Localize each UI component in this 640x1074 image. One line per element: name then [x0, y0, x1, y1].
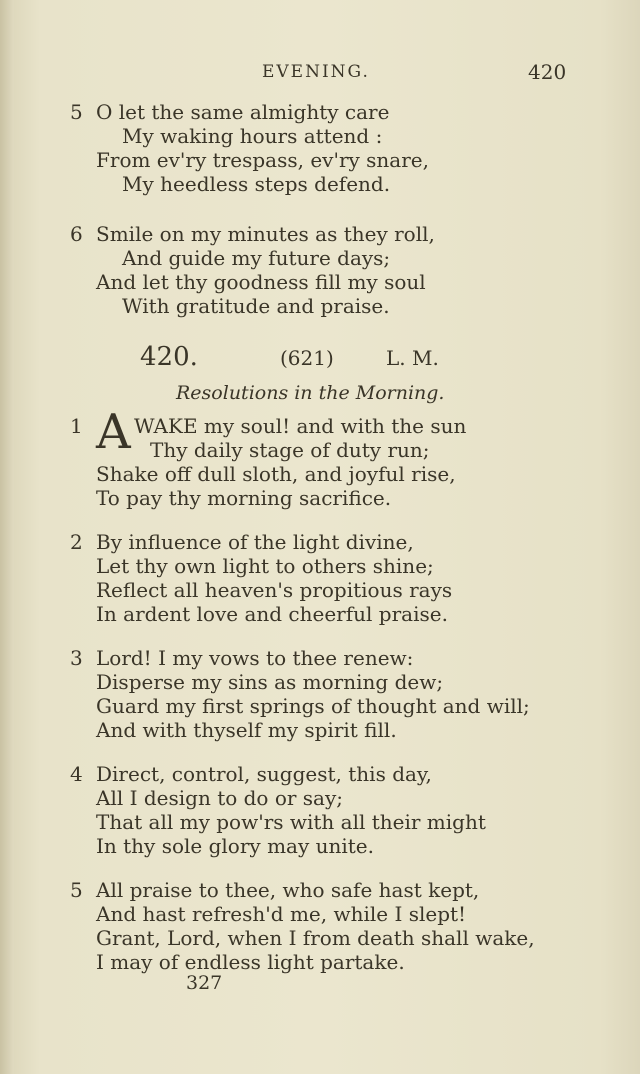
verse-number: 4 — [70, 762, 83, 786]
verse-number: 5 — [70, 878, 83, 902]
verse-line: And hast refresh'd me, while I slept! — [96, 902, 467, 926]
verse-line: O let the same almighty care — [96, 100, 390, 124]
verse-line: Guard my first springs of thought and will; — [96, 694, 530, 718]
verse-line: And let thy goodness fill my soul — [96, 270, 426, 294]
verse-line: Grant, Lord, when I from death shall wake, — [96, 926, 535, 950]
page-number: 420 — [528, 60, 567, 84]
verse-line: By influence of the light divine, — [96, 530, 414, 554]
signature-mark: 327 — [186, 972, 223, 994]
verse-line: All I design to do or say; — [96, 786, 344, 810]
verse-number: 1 — [70, 414, 83, 438]
verse-line: My heedless steps defend. — [122, 172, 391, 196]
verse-line: And guide my future days; — [122, 246, 391, 270]
verse-number: 3 — [70, 646, 83, 670]
verse-line: My waking hours attend : — [122, 124, 383, 148]
verse-line: That all my pow'rs with all their might — [96, 810, 486, 834]
hymn-number: 420. — [140, 342, 198, 372]
verse-line: To pay thy morning sacrifice. — [96, 486, 392, 510]
verse-line: Lord! I my vows to thee renew: — [96, 646, 414, 670]
verse-line: From ev'ry trespass, ev'ry snare, — [96, 148, 429, 172]
hymn-meter: L. M. — [386, 346, 439, 370]
verse-line: In thy sole glory may unite. — [96, 834, 374, 858]
verse-line: Reflect all heaven's propitious rays — [96, 578, 453, 602]
verse-number: 2 — [70, 530, 83, 554]
hymn-subtitle: Resolutions in the Morning. — [176, 382, 445, 404]
verse-number: 5 — [70, 100, 83, 124]
verse-line: And with thyself my spirit fill. — [96, 718, 397, 742]
verse-line: Disperse my sins as morning dew; — [96, 670, 444, 694]
verse-line: I may of endless light partake. — [96, 950, 405, 974]
verse-line: Smile on my minutes as they roll, — [96, 222, 435, 246]
verse-line: WAKE my soul! and with the sun — [134, 414, 467, 438]
verse-line: Shake off dull sloth, and joyful rise, — [96, 462, 456, 486]
tune-reference: (621) — [280, 346, 334, 370]
verse-line: Direct, control, suggest, this day, — [96, 762, 432, 786]
verse-line: With gratitude and praise. — [122, 294, 390, 318]
drop-cap: A — [96, 404, 131, 460]
verse-line: Thy daily stage of duty run; — [150, 438, 430, 462]
page-gutter — [0, 0, 14, 1074]
verse-number: 6 — [70, 222, 83, 246]
running-head: EVENING. — [262, 62, 370, 82]
verse-line: In ardent love and cheerful praise. — [96, 602, 448, 626]
verse-line: All praise to thee, who safe hast kept, — [96, 878, 480, 902]
verse-line: Let thy own light to others shine; — [96, 554, 434, 578]
